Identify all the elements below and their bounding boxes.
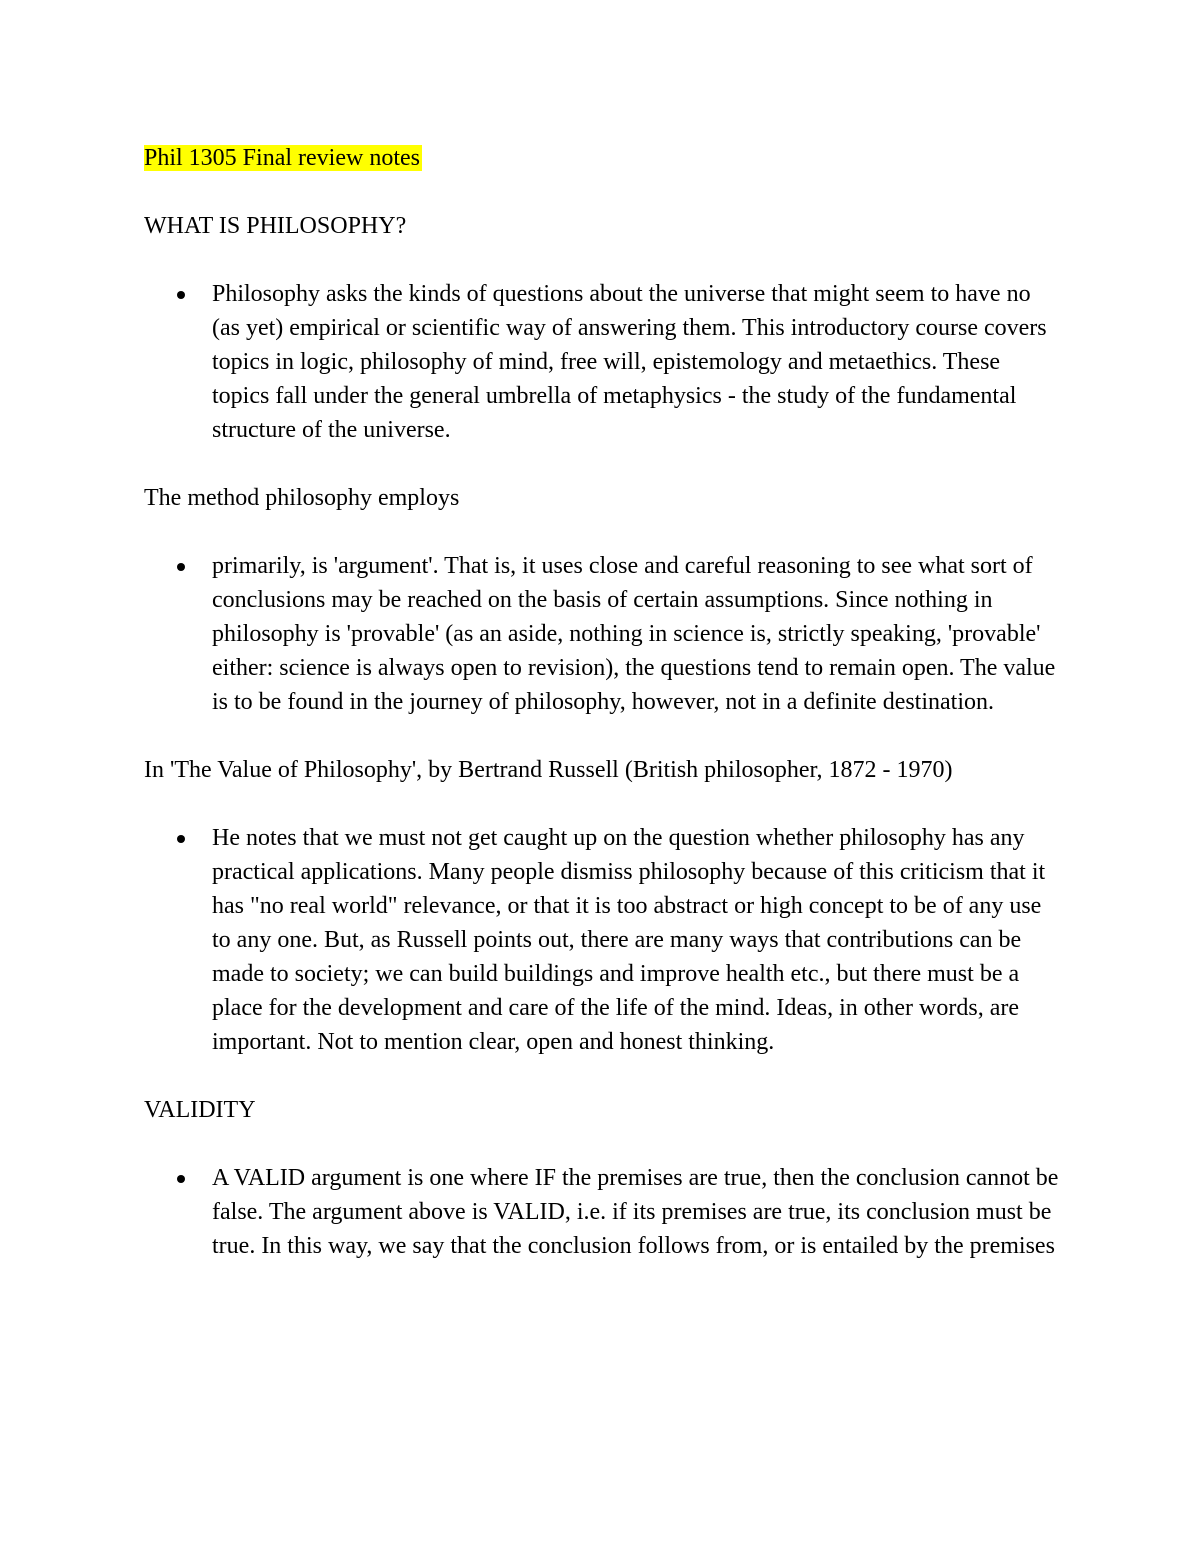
document-title [144,141,1060,175]
section-heading: WHAT IS PHILOSOPHY? [144,213,407,239]
bullet-text: He notes that we must not get caught up on the question whether philosophy has any practical applications. Many people dismiss philosophy because of this criticism that it has "no real world" relevance, or that it is too abstract or high concept to be of any use to any one. But, as Russell points out, there are many ways that contributions can be made to society; we can build buildings and improve health etc., but there must be a place for the development and care of the life of the mind. Ideas, in other words, are important. Not to mention clear, open and honest thinking. [212,825,1046,1055]
bullet-text: Philosophy asks the kinds of questions about the universe that might seem to have no (as yet) empirical or scientific way of answering them. This introductory course covers topics in logic, philosophy of mind, free will, epistemology and metaethics. These topics fall under the general umbrella of metaphysics - the study of the fundamental structure of the universe. [212,281,1047,443]
bullet-item [144,1161,1060,1263]
section-heading: The method philosophy employs [144,485,460,511]
section-value-of-philosophy [144,753,1060,1059]
bullet-icon [177,291,185,299]
section-method [144,481,1060,719]
section-validity [144,1093,1060,1263]
bullet-list [144,549,1060,719]
section-heading: In 'The Value of Philosophy', by Bertrand Russell (British philosopher, 1872 - 1970) [144,757,953,783]
bullet-text: A VALID argument is one where IF the premises are true, then the conclusion cannot be false. The argument above is VALID, i.e. if its premises are true, its conclusion must be true. In this way, we say that the conclusion follows from, or is entailed by the premises [212,1165,1059,1259]
section-heading: VALIDITY [144,1097,256,1123]
bullet-list [144,1161,1060,1263]
section-what-is-philosophy [144,209,1060,447]
bullet-icon [177,835,185,843]
bullet-item [144,821,1060,1059]
bullet-icon [177,563,185,571]
document-body [144,141,1060,1297]
bullet-list [144,821,1060,1059]
bullet-item [144,277,1060,447]
bullet-text: primarily, is 'argument'. That is, it uses close and careful reasoning to see what sort of conclusions may be reached on the basis of certain assumptions. Since nothing in philosophy is 'provable' (as an aside, nothing in science is, strictly speaking, 'provable' either: science is always open to revision), the questions tend to remain open. The value is to be found in the journey of philosophy, however, not in a definite destination. [212,553,1056,715]
bullet-list [144,277,1060,447]
title-highlight: Phil 1305 Final review notes [144,145,420,171]
bullet-icon [177,1175,185,1183]
bullet-item [144,549,1060,719]
